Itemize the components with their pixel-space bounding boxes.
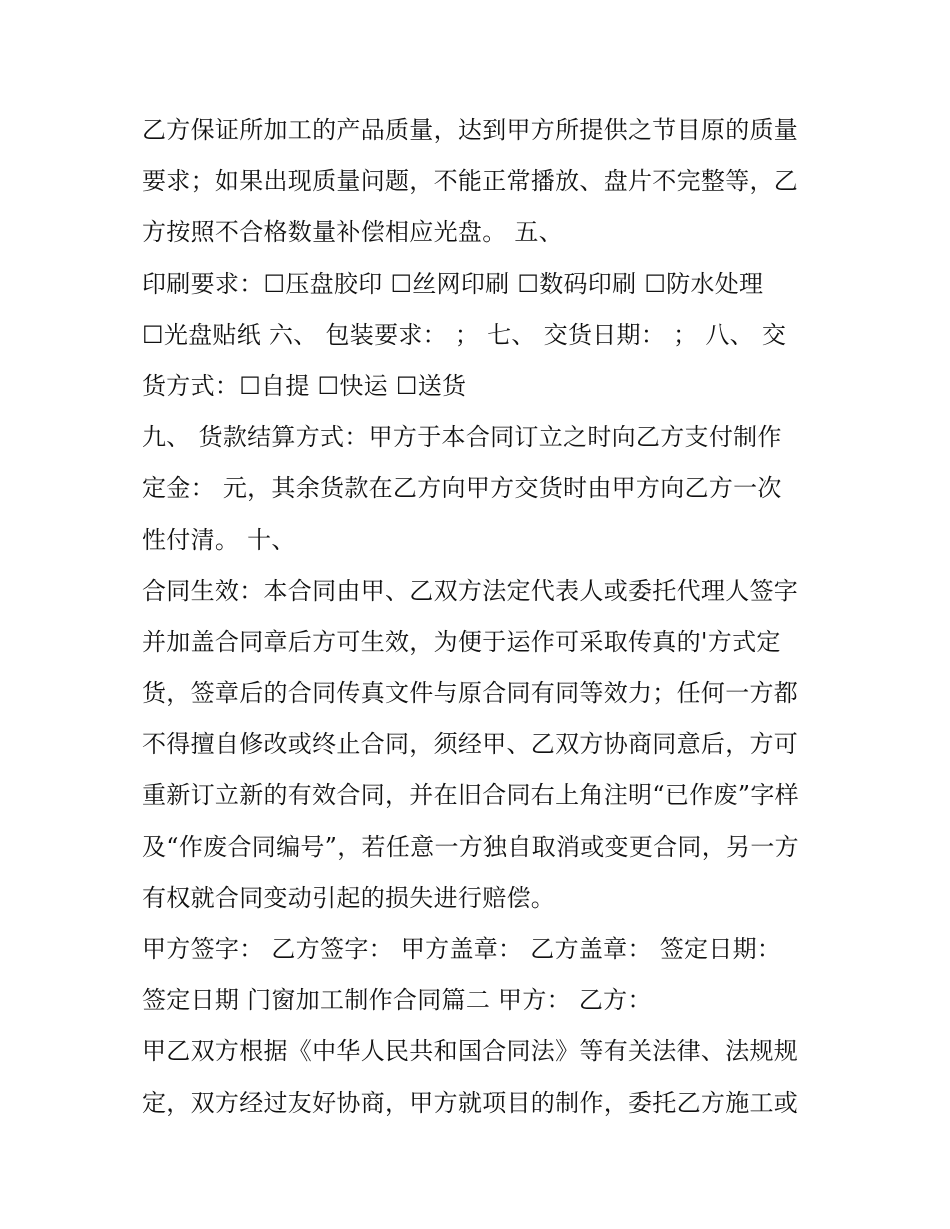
text-line: 合同生效：本合同由甲、乙双方法定代表人或委托代理人签字 — [142, 576, 799, 605]
document-body — [142, 108, 822, 1132]
text-line: 并加盖合同章后方可生效，为便于运作可采取传真的'方式定 — [142, 627, 781, 656]
text-line: 方按照不合格数量补偿相应光盘。 五、 — [142, 218, 564, 247]
text-line: 不得擅自修改或终止合同，须经甲、乙双方协商同意后，方可 — [142, 730, 799, 759]
text-line: 货，签章后的合同传真文件与原合同有同等效力；任何一方都 — [142, 679, 799, 708]
text-line: 重新订立新的有效合同，并在旧合同右上角注明“已作废”字样 — [142, 781, 799, 810]
text-line: 有权就合同变动引起的损失进行赔偿。 — [142, 883, 556, 912]
text-line: 签定日期 门窗加工制作合同篇二 甲方： 乙方： — [142, 986, 652, 1015]
text-line: 甲方签字： 乙方签字： 甲方盖章： 乙方盖章： 签定日期： — [142, 935, 782, 963]
text-line: 定，双方经过友好协商，甲方就项目的制作，委托乙方施工或 — [142, 1088, 799, 1117]
text-line: 性付清。 十、 — [142, 525, 296, 554]
text-line: 货方式：☐自提 ☐快运 ☐送货 — [142, 371, 467, 400]
text-line: 九、 货款结算方式：甲方于本合同订立之时向乙方支付制作 — [142, 423, 782, 452]
text-line: ☐光盘贴纸 六、 包装要求： ； 七、 交货日期： ； 八、 交 — [142, 320, 787, 349]
text-line: 甲乙双方根据《中华人民共和国合同法》等有关法律、法规规 — [142, 1037, 799, 1066]
text-line: 印刷要求：☐压盘胶印 ☐丝网印刷 ☐数码印刷 ☐防水处理 — [142, 269, 764, 298]
text-line: 乙方保证所加工的产品质量，达到甲方所提供之节目原的质量 — [142, 116, 799, 144]
text-line: 及“作废合同编号”，若任意一方独自取消或变更合同，另一方 — [142, 832, 799, 861]
text-line: 定金： 元，其余货款在乙方向甲方交货时由甲方向乙方一次 — [142, 474, 782, 503]
text-line: 要求；如果出现质量问题，不能正常播放、盘片不完整等，乙 — [142, 167, 799, 196]
